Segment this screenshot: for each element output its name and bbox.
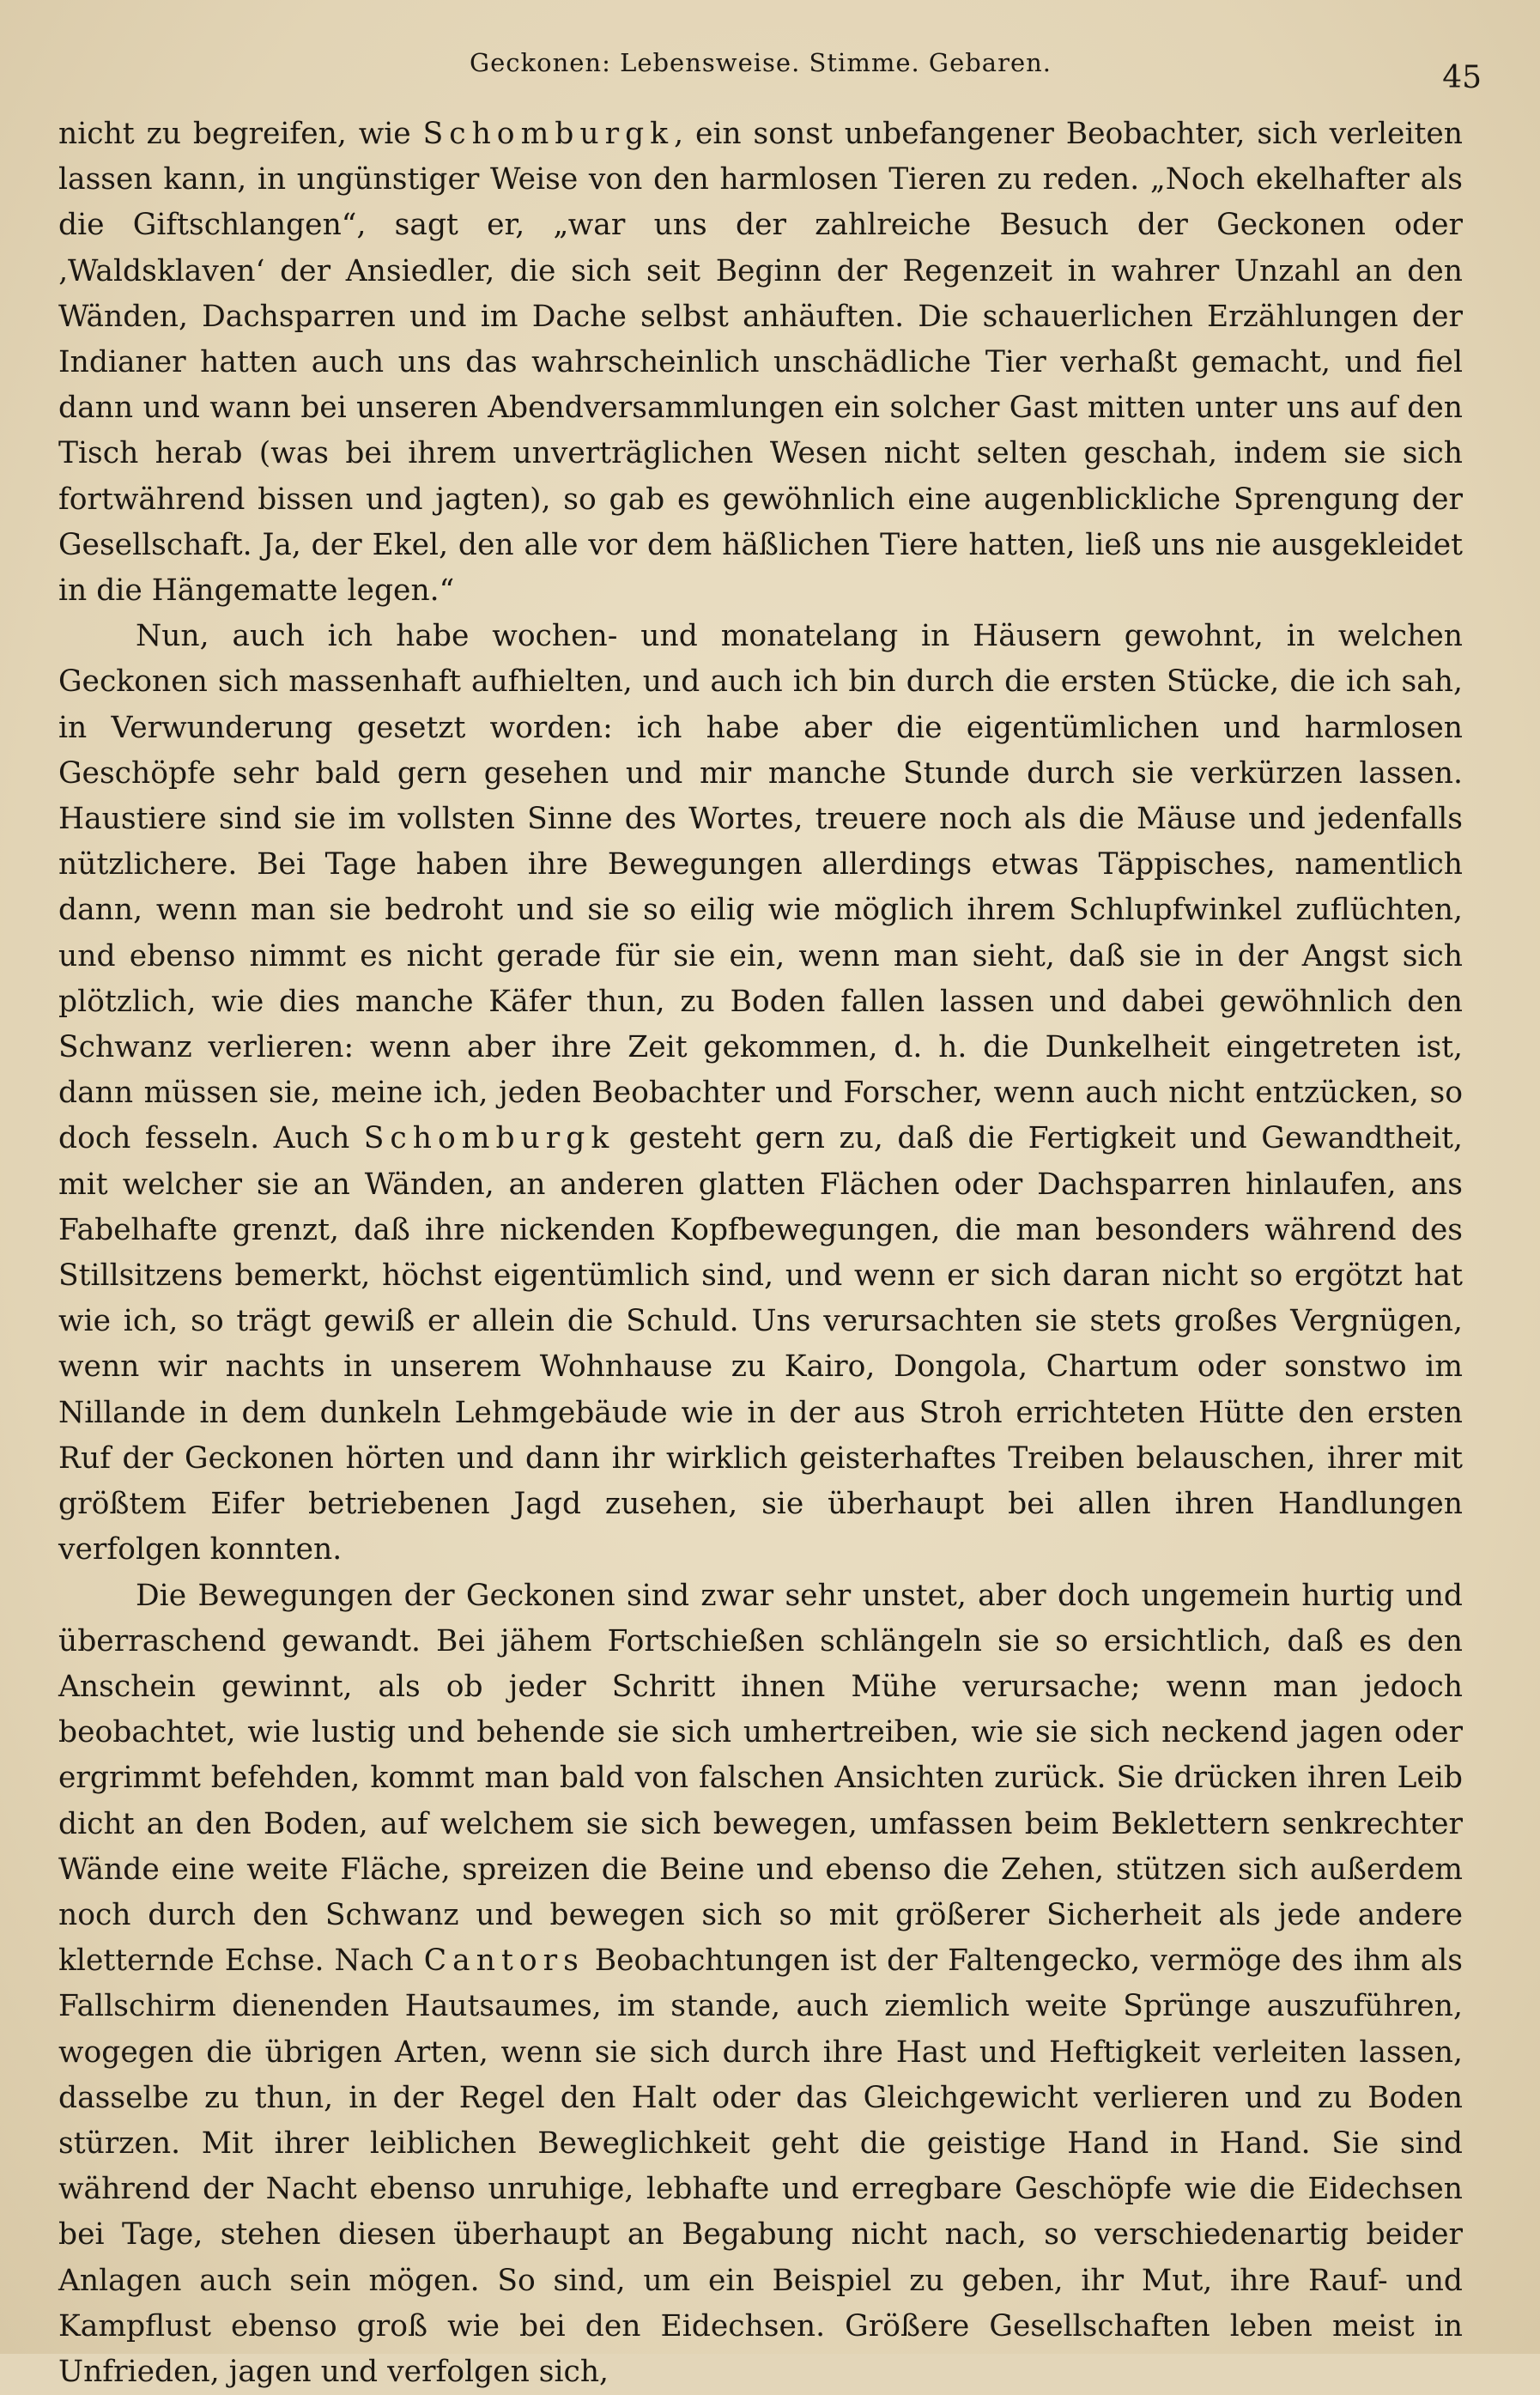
text-run: Beobachtungen ist der Faltengecko, vermöge des ihm als Fallschirm dienenden Hautsaumes, im stande, auch ziemlich weite Sprünge auszuführen, wogegen die übrigen Arten, wenn sie sich durch ihre Hast und Heftigkeit verleiten lassen, dasselbe zu thun, in der Regel den Halt oder das Gleichgewicht verlieren und zu Boden stürzen. Mit ihrer leiblichen Beweglichkeit geht die geistige Hand in Hand. Sie sind während der Nacht ebenso unruhige, lebhafte und erregbare Geschöpfe wie die Eidechsen bei Tage, stehen diesen überhaupt an Begabung nicht nach, so verschiedenartig beider Anlagen auch sein mögen. So sind, um ein Beispiel zu geben, ihr Mut, ihre Rauf- und Kampflust ebenso groß wie bei den Eidechsen. Größere Gesellschaften leben meist in Unfrieden, jagen und verfolgen sich,	[58, 1943, 1463, 2389]
running-title: Geckonen: Lebensweise. Stimme. Gebaren.	[58, 48, 1463, 77]
text-run: , ein sonst unbefangener Beobachter, sich verleiten lassen kann, in ungünstiger Weise von den harmlosen Tieren zu reden. „Noch ekelhafter als die Giftschlangen“, sagt er, „war uns der zahlreiche Besuch der Geckonen oder ‚Waldsklaven‘ der Ansiedler, die sich seit Beginn der Regenzeit in wahrer Unzahl an den Wänden, Dachsparren und im Dache selbst anhäuften. Die schauerlichen Erzählungen der Indianer hatten auch uns das wahrscheinlich unschädliche Tier verhaßt gemacht, und fiel dann und wann bei unseren Abendversammlungen ein solcher Gast mitten unter uns auf den Tisch herab (was bei ihrem unverträglichen Wesen nicht selten geschah, indem sie sich fortwährend bissen und jagten), so gab es gewöhnlich eine augenblickliche Sprengung der Gesellschaft. Ja, der Ekel, den alle vor dem häßlichen Tiere hatten, ließ uns nie ausgekleidet in die Hängematte legen.“	[58, 117, 1463, 608]
body-text	[58, 112, 1463, 2395]
paragraph	[58, 614, 1463, 1573]
text-run: nicht zu begreifen, wie	[58, 117, 423, 151]
running-header	[58, 45, 1463, 108]
text-run: Nun, auch ich habe wochen- und monatelang in Häusern gewohnt, in welchen Geckonen sich massenhaft aufhielten, und auch ich bin durch die ersten Stücke, die ich sah, in Verwunderung gesetzt worden: ich habe aber die eigentümlichen und harmlosen Geschöpfe sehr bald gern gesehen und mir manche Stunde durch sie verkürzen lassen. Haustiere sind sie im vollsten Sinne des Wortes, treuere noch als die Mäuse und jedenfalls nützlichere. Bei Tage haben ihre Bewegungen allerdings etwas Täppisches, namentlich dann, wenn man sie bedroht und sie so eilig wie möglich ihrem Schlupfwinkel zuflüchten, und ebenso nimmt es nicht gerade für sie ein, wenn man sieht, daß sie in der Angst sich plötzlich, wie dies manche Käfer thun, zu Boden fallen lassen und dabei gewöhnlich den Schwanz verlieren: wenn aber ihre Zeit gekommen, d. h. die Dunkelheit eingetreten ist, dann müssen sie, meine ich, jeden Beobachter und Forscher, wenn auch nicht entzücken, so doch fesseln. Auch	[58, 619, 1463, 1155]
spaced-name: Cantors	[424, 1943, 585, 1978]
paragraph	[58, 1573, 1463, 2395]
text-run: gesteht gern zu, daß die Fertigkeit und Gewandtheit, mit welcher sie an Wänden, an anderen glatten Flächen oder Dachsparren hinlaufen, ans Fabelhafte grenzt, daß ihre nickenden Kopfbewegungen, die man besonders während des Stillsitzens bemerkt, höchst eigentümlich sind, und wenn er sich daran nicht so ergötzt hat wie ich, so trägt gewiß er allein die Schuld. Uns verursachten sie stets großes Vergnügen, wenn wir nachts in unserem Wohnhause zu Kairo, Dongola, Chartum oder sonstwo im Nillande in dem dunkeln Lehmgebäude wie in der aus Stroh errichteten Hütte den ersten Ruf der Geckonen hörten und dann ihr wirklich geisterhaftes Treiben belauschen, ihrer mit größtem Eifer betriebenen Jagd zusehen, sie überhaupt bei allen ihren Handlungen verfolgen konnten.	[58, 1121, 1463, 1567]
paragraph	[58, 112, 1463, 614]
spaced-name: Schomburgk	[364, 1121, 615, 1155]
text-run: Die Bewegungen der Geckonen sind zwar sehr unstet, aber doch ungemein hurtig und überraschend gewandt. Bei jähem Fortschießen schlängeln sie so ersichtlich, daß es den Anschein gewinnt, als ob jeder Schritt ihnen Mühe verursache; wenn man jedoch beobachtet, wie lustig und behende sie sich umhertreiben, wie sie sich neckend jagen oder ergrimmt befehden, kommt man bald von falschen Ansichten zurück. Sie drücken ihren Leib dicht an den Boden, auf welchem sie sich bewegen, umfassen beim Beklettern senkrechter Wände eine weite Fläche, spreizen die Beine und ebenso die Zehen, stützen sich außerdem noch durch den Schwanz und bewegen sich so mit größerer Sicherheit als jede andere kletternde Echse. Nach	[58, 1579, 1463, 1979]
page-number: 45	[1442, 60, 1482, 95]
spaced-name: Schomburgk	[423, 117, 674, 151]
